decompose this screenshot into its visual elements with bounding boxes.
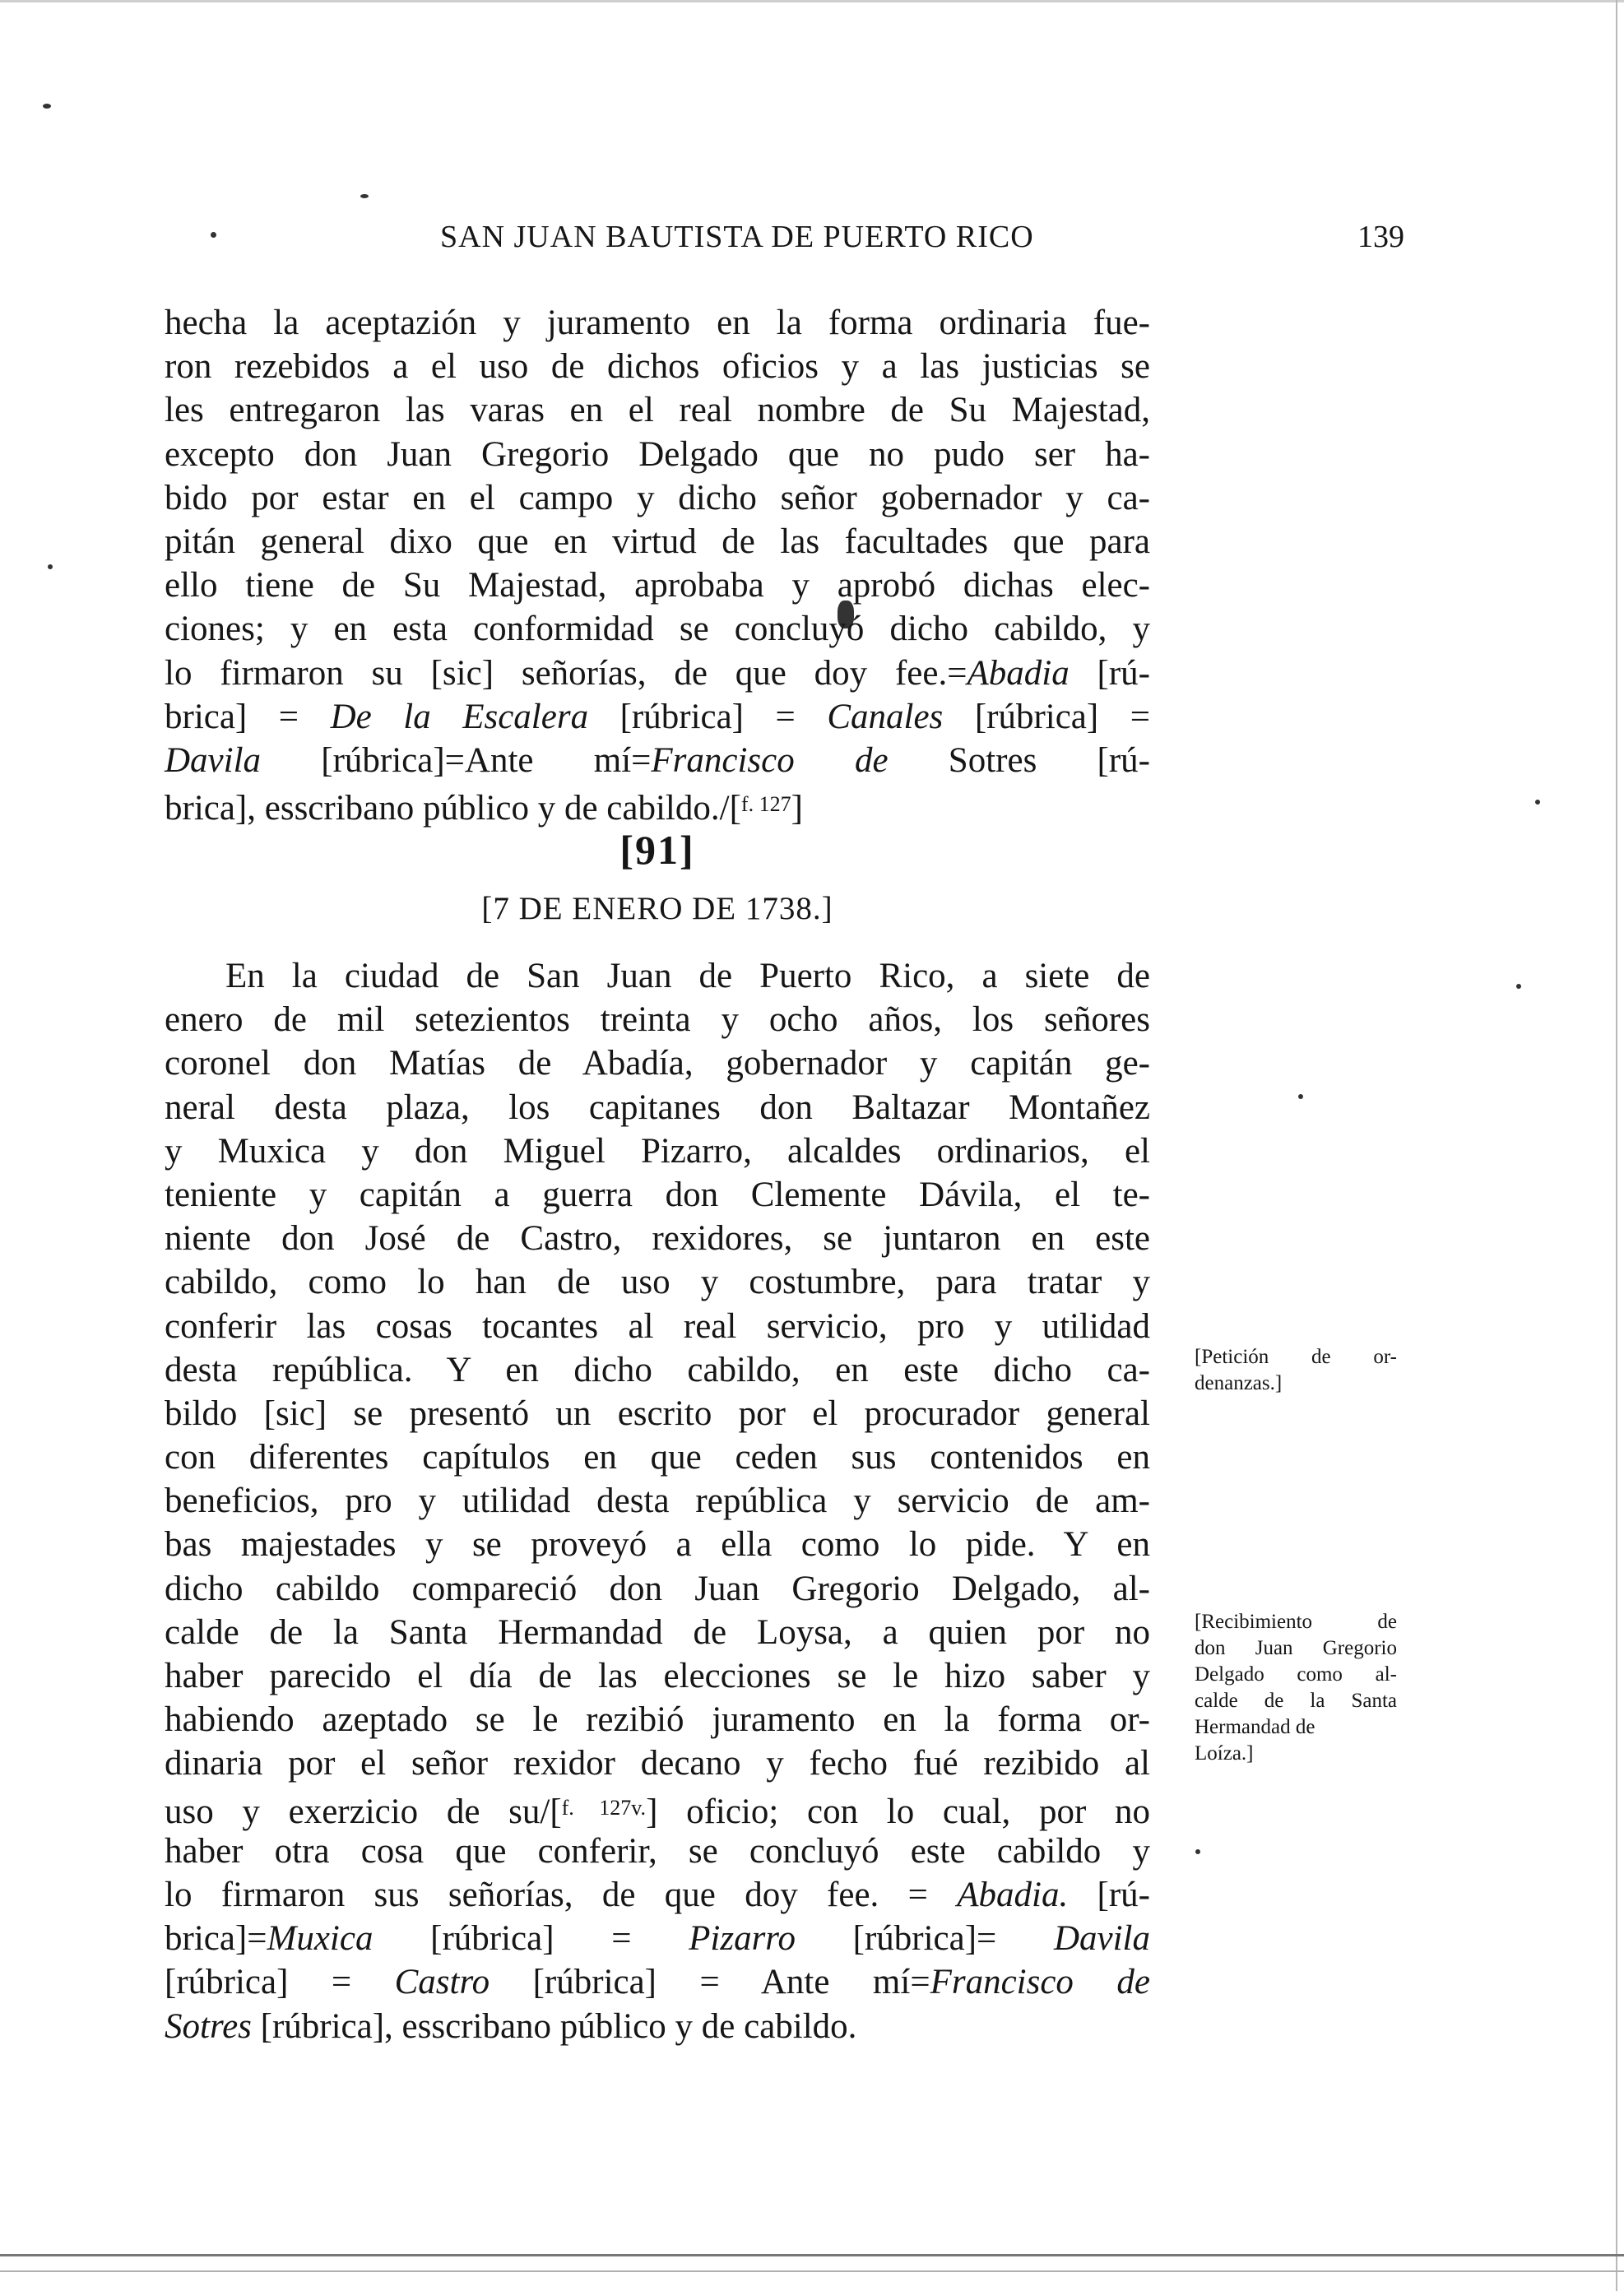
text-line: niente don José de Castro, rexidores, se juntaron en este	[165, 1219, 1150, 1259]
text-line: dicho cabildo compareció don Juan Gregorio Delgado, al-	[165, 1569, 1150, 1608]
signature-name: Pizarro	[689, 1919, 796, 1959]
text-line: calde de la Santa Hermandad de Loysa, a quien por no	[165, 1612, 1150, 1652]
text-line: habiendo azeptado se le rezibió juramento en la forma or-	[165, 1700, 1150, 1740]
signature-name: Sotres	[165, 2006, 252, 2046]
text-line-signatures	[165, 1873, 1150, 1917]
text-line-signatures	[165, 739, 1150, 782]
text-line: ciones; y en esta conformidad se concluyó dicho cabildo, y	[165, 610, 1150, 649]
document-number: [91]	[619, 827, 695, 873]
text-fragment: [rúbrica] =	[373, 1919, 689, 1959]
text-line-signatures	[165, 652, 1150, 695]
folio-reference: f. 127	[740, 792, 791, 817]
margin-note-line: calde de la Santa	[1195, 1690, 1397, 1712]
margin-note-line: denanzas.]	[1195, 1372, 1283, 1394]
text-line: les entregaron las varas en el real nombre de Su Majestad,	[165, 391, 1150, 430]
text-line-signatures	[165, 1917, 1150, 1960]
text-fragment: ] oficio; con lo cual, por no	[646, 1792, 1150, 1831]
signature-name: Abadia	[967, 653, 1070, 693]
right-edge-rule	[1616, 0, 1617, 2291]
text-fragment: lo firmaron sus señorías, de que doy fee. =	[165, 1875, 958, 1914]
text-fragment: [rú-	[1068, 1875, 1151, 1914]
bottom-edge-rule	[0, 2254, 1624, 2256]
continued-text	[165, 301, 1150, 826]
document-text	[165, 954, 1150, 2048]
text-line: beneficios, pro y utilidad desta república y servicio de am-	[165, 1482, 1150, 1521]
text-fragment: brica] =	[165, 697, 331, 736]
margin-note-line: [Petición de or-	[1195, 1346, 1397, 1368]
text-line: enero de mil setezientos treinta y ocho años, los señores	[165, 1000, 1150, 1040]
margin-note-line: [Recibimiento de	[1195, 1611, 1397, 1633]
text-line: excepto don Juan Gregorio Delgado que no pudo ser ha-	[165, 434, 1150, 474]
signature-name: Canales	[827, 697, 944, 736]
text-line: dinaria por el señor rexidor decano y fecho fué rezibido al	[165, 1744, 1150, 1783]
scan-speck	[1516, 984, 1521, 989]
text-line: cabildo, como lo han de uso y costumbre, para tratar y	[165, 1263, 1150, 1302]
margin-note-line: Delgado como al-	[1195, 1663, 1397, 1686]
text-fragment: brica]=	[165, 1919, 267, 1959]
scan-speck	[360, 194, 369, 198]
signature-name: De la Escalera	[330, 697, 589, 736]
scan-speck	[211, 232, 216, 238]
scan-speck	[1535, 800, 1540, 805]
margin-note-line: don Juan Gregorio	[1195, 1637, 1397, 1659]
text-line: y Muxica y don Miguel Pizarro, alcaldes ordinarios, el	[165, 1131, 1150, 1171]
text-fragment: [rúbrica], esscribano público y de cabildo.	[260, 2006, 857, 2046]
text-fragment: ]	[791, 789, 803, 828]
text-line	[165, 1786, 1150, 1830]
signature-name: Abadia.	[957, 1875, 1069, 1914]
text-fragment: [rúbrica] = Ante mí=	[490, 1963, 930, 2002]
margin-note-recibimiento	[1195, 1609, 1397, 1767]
text-line	[165, 782, 1150, 826]
text-fragment: [rúbrica]=Ante mí=	[321, 740, 652, 780]
text-line: ron rezebidos a el uso de dichos oficios y a las justicias se	[165, 347, 1150, 387]
scan-speck	[1195, 1849, 1200, 1854]
text-line: hecha la aceptazión y juramento en la forma ordinaria fue-	[165, 304, 1150, 342]
text-line: teniente y capitán a guerra don Clemente Dávila, el te-	[165, 1175, 1150, 1214]
text-line: conferir las cosas tocantes al real servicio, pro y utilidad	[165, 1306, 1150, 1346]
signature-name: Francisco de	[651, 740, 889, 780]
text-line: bildo [sic] se presentó un escrito por el procurador general	[165, 1394, 1150, 1433]
margin-note-line: Hermandad de	[1195, 1716, 1315, 1738]
document-date: [7 DE ENERO DE 1738.]	[481, 891, 833, 926]
text-line: bido por estar en el campo y dicho señor gobernador y ca-	[165, 478, 1150, 517]
text-line: haber parecido el día de las elecciones se le hizo saber y	[165, 1657, 1150, 1695]
text-fragment: [rúbrica] =	[165, 1963, 395, 2002]
text-line: neral desta plaza, los capitanes don Baltazar Montañez	[165, 1088, 1150, 1127]
signature-name: Francisco de	[930, 1963, 1150, 2002]
text-fragment: Sotres [rú-	[888, 740, 1150, 780]
text-line: haber otra cosa que conferir, se concluyó este cabildo y	[165, 1831, 1150, 1871]
text-line: ello tiene de Su Majestad, aprobaba y aprobó dichas elec-	[165, 566, 1150, 605]
text-fragment: brica], esscribano público y de cabildo./[	[165, 789, 741, 828]
text-fragment: [rúbrica] =	[943, 697, 1150, 736]
text-line-signatures	[165, 1960, 1150, 2004]
text-fragment: [rúbrica] =	[588, 697, 828, 736]
scan-speck	[1298, 1094, 1303, 1099]
text-line: pitán general dixo que en virtud de las facultades que para	[165, 522, 1150, 561]
text-line: En la ciudad de San Juan de Puerto Rico, a siete de	[225, 957, 1150, 995]
scan-speck	[48, 564, 53, 569]
signature-name: Davila	[1053, 1919, 1150, 1959]
text-line: coronel don Matías de Abadía, gobernador y capitán ge-	[165, 1044, 1150, 1083]
signature-name: Muxica	[267, 1919, 374, 1959]
signature-name: Davila	[165, 740, 262, 780]
text-line: bas majestades y se proveyó a ella como lo pide. Y en	[165, 1525, 1150, 1565]
text-line: con diferentes capítulos en que ceden sus contenidos en	[165, 1438, 1150, 1477]
text-line: desta república. Y en dicho cabildo, en este dicho ca-	[165, 1350, 1150, 1389]
text-fragment: [rú-	[1069, 653, 1150, 693]
text-fragment: lo firmaron su [sic] señorías, de que doy fee.=	[165, 653, 967, 693]
text-line-signatures	[165, 695, 1150, 739]
signature-name: Castro	[394, 1963, 490, 2002]
folio-reference: f. 127v.	[561, 1795, 647, 1820]
page-number: 139	[1357, 220, 1404, 254]
margin-note-line: Loíza.]	[1195, 1742, 1254, 1765]
running-head: SAN JUAN BAUTISTA DE PUERTO RICO	[440, 220, 1034, 254]
margin-note-peticion	[1195, 1344, 1397, 1397]
text-line-signatures	[165, 2005, 1150, 2048]
scan-speck	[43, 104, 51, 109]
top-edge-rule	[0, 0, 1624, 2]
bottom-edge-rule-faint	[0, 2270, 1624, 2272]
text-fragment: [rúbrica]=	[795, 1919, 1054, 1959]
text-fragment: uso y exerzicio de su/[	[165, 1792, 562, 1831]
